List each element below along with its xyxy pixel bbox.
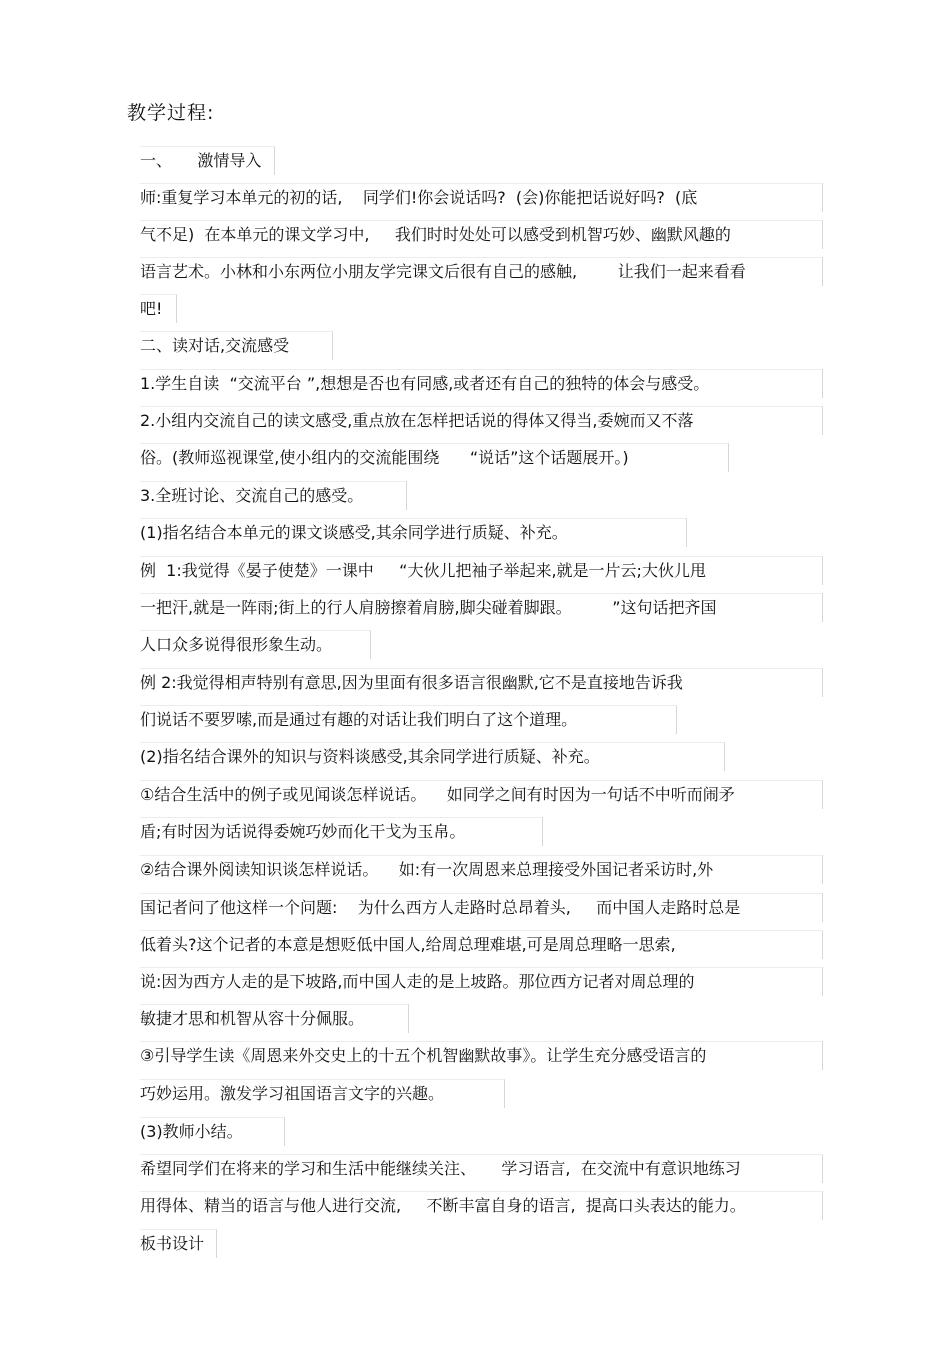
section-heading: 板书设计 (140, 1229, 217, 1258)
paragraph-line: (2)指名结合课外的知识与资料谈感受,其余同学进行质疑、补充。 (140, 742, 725, 771)
paragraph-line: 吧! (140, 294, 177, 323)
section-heading: 二、读对话,交流感受 (140, 331, 333, 360)
paragraph-line: 例 2:我觉得相声特别有意思,因为里面有很多语言很幽默,它不是直接地告诉我 (140, 668, 823, 697)
paragraph-line: ②结合课外阅读知识谈怎样说话。 如:有一次周恩来总理接受外国记者采访时,外 (140, 855, 823, 884)
paragraph-line: (3)教师小结。 (140, 1117, 285, 1146)
paragraph-line: 人口众多说得很形象生动。 (140, 630, 371, 659)
paragraph-line: 一把汗,就是一阵雨;街上的行人肩膀擦着肩膀,脚尖碰着脚跟。 ”这句话把齐国 (140, 593, 823, 622)
paragraph-line: 巧妙运用。激发学习祖国语言文字的兴趣。 (140, 1079, 505, 1108)
paragraph-line: 3.全班讨论、交流自己的感受。 (140, 481, 407, 510)
paragraph-line: 1.学生自读 “交流平台 ”,想想是否也有同感,或者还有自己的独特的体会与感受。 (140, 369, 823, 398)
paragraph-line: 低着头?这个记者的本意是想贬低中国人,给周总理难堪,可是周总理略一思索, (140, 930, 823, 959)
paragraph-line: 敏捷才思和机智从容十分佩服。 (140, 1004, 409, 1033)
paragraph-line: ①结合生活中的例子或见闻谈怎样说话。 如同学之间有时因为一句话不中听而闹矛 (140, 780, 823, 809)
paragraph-line: 用得体、精当的语言与他人进行交流, 不断丰富自身的语言, 提高口头表达的能力。 (140, 1191, 823, 1220)
section-heading: 一、 激情导入 (140, 146, 275, 175)
paragraph-line: 们说话不要罗嗦,而是通过有趣的对话让我们明白了这个道理。 (140, 705, 677, 734)
paragraph-line: 师:重复学习本单元的初的话, 同学们!你会说话吗? (会)你能把话说好吗? (底 (140, 183, 823, 212)
paragraph-line: 气不足) 在本单元的课文学习中, 我们时时处处可以感受到机智巧妙、幽默风趣的 (140, 220, 823, 249)
page-title: 教学过程: (127, 102, 215, 124)
paragraph-line: 俗。(教师巡视课堂,使小组内的交流能围绕 “说话”这个话题展开。) (140, 443, 729, 472)
paragraph-line: (1)指名结合本单元的课文谈感受,其余同学进行质疑、补充。 (140, 518, 687, 547)
paragraph-line: 盾;有时因为话说得委婉巧妙而化干戈为玉帛。 (140, 817, 543, 846)
paragraph-line: 2.小组内交流自己的读文感受,重点放在怎样把话说的得体又得当,委婉而又不落 (140, 406, 823, 435)
paragraph-line: ③引导学生读《周恩来外交史上的十五个机智幽默故事》。让学生充分感受语言的 (140, 1041, 823, 1070)
paragraph-line: 国记者问了他这样一个问题: 为什么西方人走路时总昂着头, 而中国人走路时总是 (140, 893, 823, 922)
paragraph-line: 语言艺术。小林和小东两位小朋友学完课文后很有自己的感触, 让我们一起来看看 (140, 257, 823, 286)
paragraph-line: 说:因为西方人走的是下坡路,而中国人走的是上坡路。那位西方记者对周总理的 (140, 967, 823, 996)
paragraph-line: 例 1:我觉得《晏子使楚》一课中 “大伙儿把袖子举起来,就是一片云;大伙儿甩 (140, 556, 823, 585)
paragraph-line: 希望同学们在将来的学习和生活中能继续关注、 学习语言, 在交流中有意识地练习 (140, 1154, 823, 1183)
